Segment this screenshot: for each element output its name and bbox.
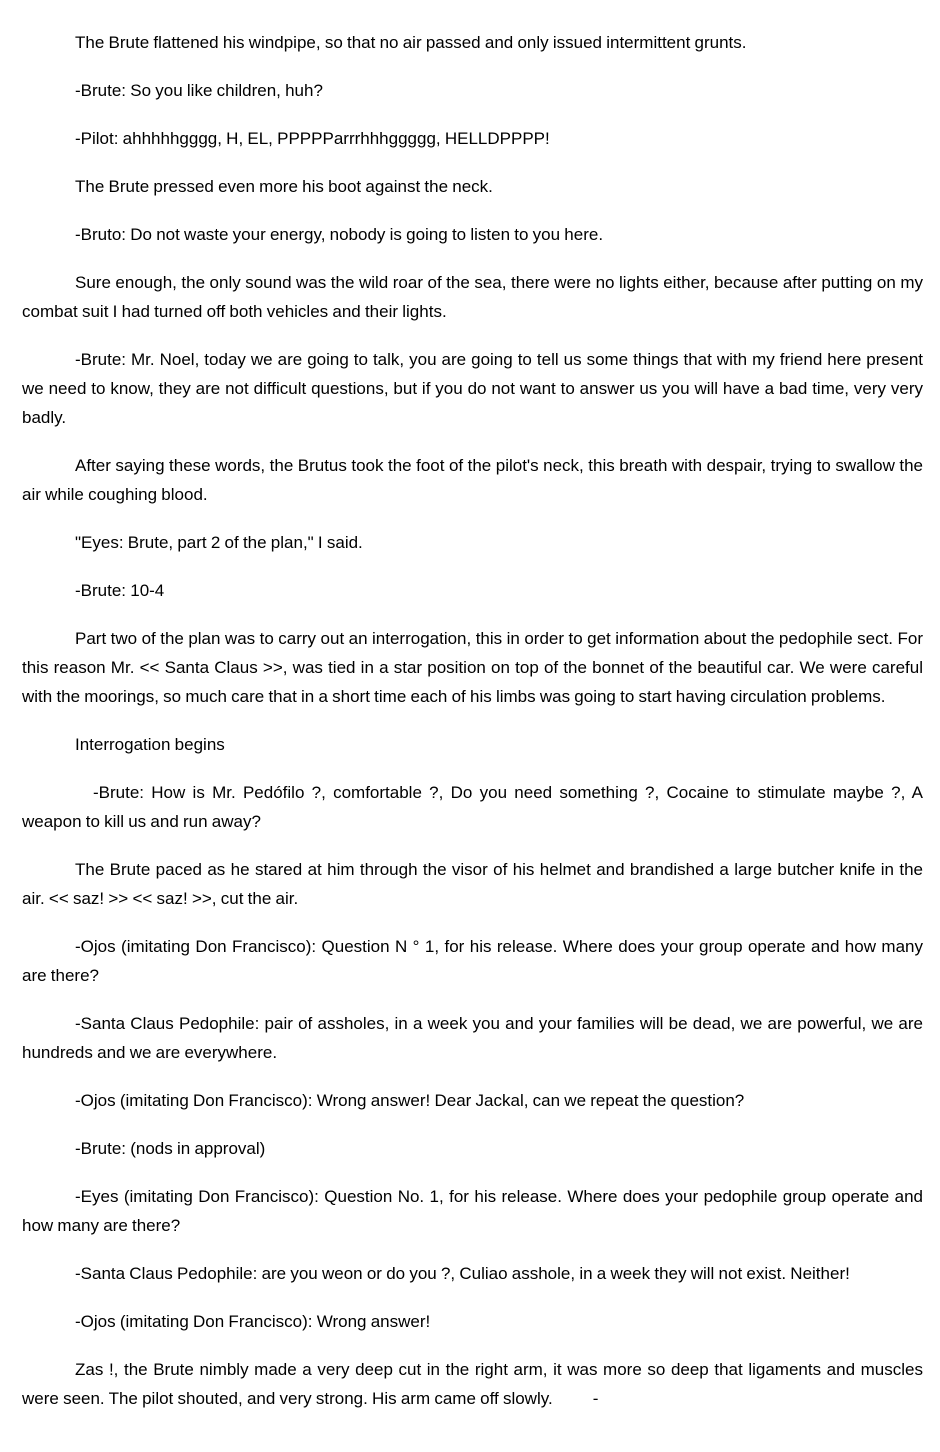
paragraph: -Pilot: ahhhhhgggg, H, EL, PPPPParrrhhhggggg, HELLDPPPP! bbox=[75, 129, 550, 148]
paragraph: -Santa Claus Pedophile: pair of assholes, in a week you and your families will be dead, we are powerful, we are hundreds and we are everywhere. bbox=[22, 1014, 923, 1062]
paragraph-text: Zas !, the Brute nimbly made a very deep cut in the right arm, it was more so deep that ligaments and muscles were seen. The pilot shouted, and very strong. His arm came off slowly. bbox=[22, 1360, 923, 1408]
paragraph: -Brute: 10-4 bbox=[75, 581, 165, 600]
trailing-dash: - bbox=[592, 1389, 599, 1408]
paragraph: -Brute: How is Mr. Pedófilo ?, comfortable ?, Do you need something ?, Cocaine to stimulate maybe ?, A weapon to kill us and run away? bbox=[22, 783, 923, 831]
paragraph: The Brute paced as he stared at him through the visor of his helmet and brandished a large butcher knife in the air. << saz! >> << saz! >>, cut the air. bbox=[22, 860, 923, 908]
paragraph: -Ojos (imitating Don Francisco): Question N ° 1, for his release. Where does your group operate and how many are there? bbox=[22, 937, 923, 985]
paragraph: Sure enough, the only sound was the wild roar of the sea, there were no lights either, because after putting on my combat suit I had turned off both vehicles and their lights. bbox=[22, 273, 923, 321]
paragraph: -Santa Claus Pedophile: are you weon or do you ?, Culiao asshole, in a week they will not exist. Neither! bbox=[75, 1264, 850, 1283]
paragraph: Interrogation begins bbox=[75, 735, 225, 754]
paragraph: -Brute: (nods in approval) bbox=[75, 1139, 266, 1158]
paragraph: -Eyes (imitating Don Francisco): Question No. 1, for his release. Where does your pedophile group operate and how many are there? bbox=[22, 1187, 923, 1235]
paragraph: -Bruto: Do not waste your energy, nobody is going to listen to you here. bbox=[75, 225, 604, 244]
paragraph bbox=[22, 1355, 923, 1413]
paragraph: -Ojos (imitating Don Francisco): Wrong answer! bbox=[75, 1312, 431, 1331]
paragraph: "Eyes: Brute, part 2 of the plan," I said. bbox=[75, 533, 363, 552]
paragraph: -Brute: So you like children, huh? bbox=[75, 81, 323, 100]
paragraph: -Ojos (imitating Don Francisco): Wrong answer! Dear Jackal, can we repeat the question? bbox=[75, 1091, 745, 1110]
paragraph: After saying these words, the Brutus took the foot of the pilot's neck, this breath with despair, trying to swallow the air while coughing blood. bbox=[22, 456, 923, 504]
paragraph: The Brute pressed even more his boot against the neck. bbox=[75, 177, 493, 196]
paragraph: -Brute: Mr. Noel, today we are going to talk, you are going to tell us some things that with my friend here present we need to know, they are not difficult questions, but if you do not want to answer us you will have a bad time, very very badly. bbox=[22, 350, 923, 427]
paragraph: The Brute flattened his windpipe, so that no air passed and only issued intermittent grunts. bbox=[75, 33, 747, 52]
paragraph: Part two of the plan was to carry out an interrogation, this in order to get information about the pedophile sect. For this reason Mr. << Santa Claus >>, was tied in a star position on top of the bonnet of the beautiful car. We were careful with the moorings, so much care that in a short time each of his limbs was going to start having circulation problems. bbox=[22, 629, 923, 706]
